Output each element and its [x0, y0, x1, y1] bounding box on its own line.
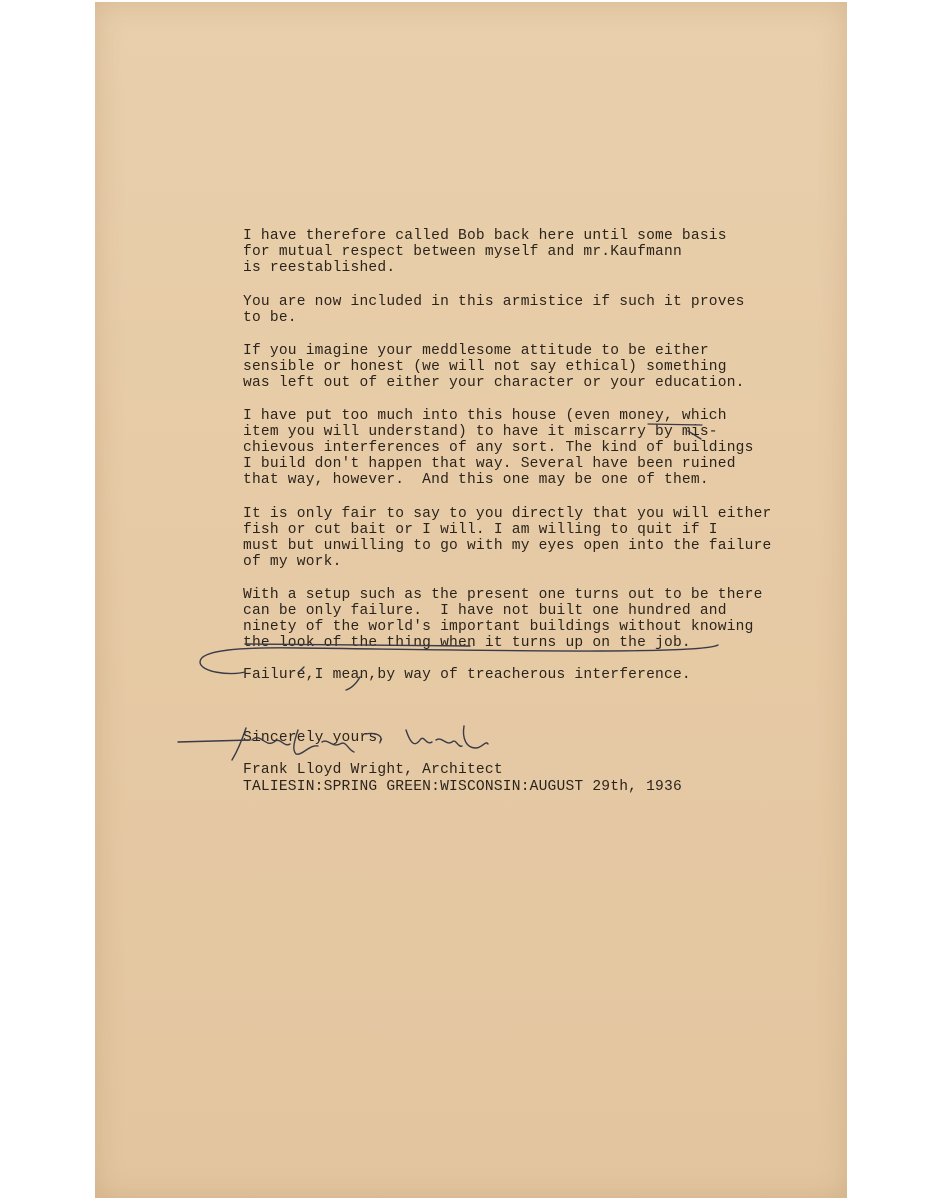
letter-line: I have put too much into this house (even money, which	[243, 408, 727, 424]
handwritten-signature	[170, 718, 500, 768]
letter-line: sensible or honest (we will not say ethical) something	[243, 359, 727, 375]
letter-line: If you imagine your meddlesome attitude to be either	[243, 343, 709, 359]
address-line: TALIESIN:SPRING GREEN:WISCONSIN:AUGUST 29th, 1936	[243, 779, 682, 795]
letter-line: I build don't happen that way. Several have been ruined	[243, 456, 736, 472]
letter-line: I have therefore called Bob back here until some basis	[243, 228, 727, 244]
letter-line: of my work.	[243, 554, 342, 570]
letter-line: It is only fair to say to you directly that you will either	[243, 506, 772, 522]
letter-line: chievous interferences of any sort. The kind of buildings	[243, 440, 754, 456]
letter-line: was left out of either your character or your education.	[243, 375, 745, 391]
letter-line: must but unwilling to go with my eyes open into the failure	[243, 538, 772, 554]
signature-name: Frank Lloyd Wright, Architect	[243, 762, 503, 778]
letter-line: is reestablished.	[243, 260, 396, 276]
letter-line: item you will understand) to have it miscarry by mis-	[243, 424, 718, 440]
letter-line: for mutual respect between myself and mr.Kaufmann	[243, 244, 682, 260]
letter-line: Failure,I mean,by way of treacherous interference.	[243, 667, 691, 683]
letter-line: With a setup such as the present one turns out to be there	[243, 587, 763, 603]
letter-line: the look of the thing when it turns up on the job.	[243, 635, 691, 651]
letter-line: can be only failure. I have not built one hundred and	[243, 603, 727, 619]
letter-line: fish or cut bait or I will. I am willing to quit if I	[243, 522, 718, 538]
closing-line: Sincerely yours,	[243, 730, 387, 746]
letter-line: that way, however. And this one may be one of them.	[243, 472, 709, 488]
letter-line: to be.	[243, 310, 297, 326]
letter-line: You are now included in this armistice if such it proves	[243, 294, 745, 310]
letter-line: ninety of the world's important buildings without knowing	[243, 619, 754, 635]
